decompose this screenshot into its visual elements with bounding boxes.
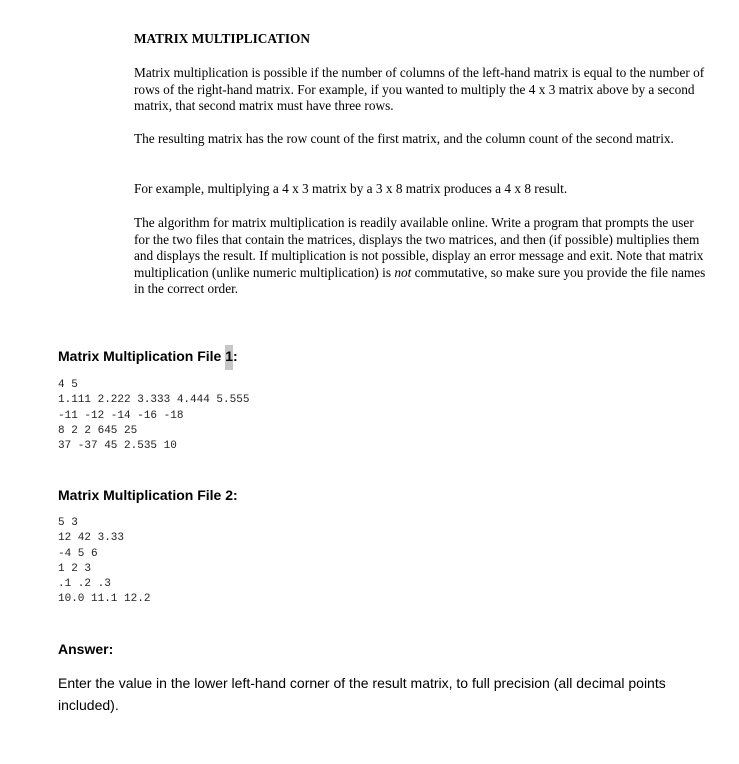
- matrix-line: 37 -37 45 2.535 10: [58, 440, 177, 453]
- matrix-line: 1 2 3: [58, 562, 92, 575]
- text: :: [233, 348, 238, 364]
- text: Matrix Multiplication File: [58, 348, 226, 364]
- answer-heading: Answer:: [58, 641, 114, 657]
- selection-highlight: 1: [225, 345, 233, 370]
- file1-heading: [58, 348, 238, 364]
- emphasis: not: [394, 264, 412, 280]
- paragraph: For example, multiplying a 4 x 3 matrix by a 3 x 8 matrix produces a 4 x 8 result.: [134, 181, 568, 196]
- matrix-line: -4 5 6: [58, 547, 98, 560]
- matrix-line: 8 2 2 645 25: [58, 424, 138, 437]
- matrix-line: 12 42 3.33: [58, 532, 125, 545]
- file1-contents: [58, 378, 249, 454]
- answer-instructions: Enter the value in the lower left-hand corner of the result matrix, to full precision (all decimal points included).: [58, 675, 666, 713]
- document-title: MATRIX MULTIPLICATION: [134, 31, 310, 46]
- matrix-line: 10.0 11.1 12.2: [58, 593, 151, 606]
- file2-heading: Matrix Multiplication File 2:: [58, 487, 238, 503]
- matrix-line: .1 .2 .3: [58, 578, 111, 591]
- paragraph: The resulting matrix has the row count of the first matrix, and the column count of the second matrix.: [134, 131, 674, 146]
- text: commutative, so make sure you provide the file names in the correct order.: [134, 264, 706, 296]
- paragraph: Matrix multiplication is possible if the number of columns of the left-hand matrix is equal to the number of rows of the right-hand matrix. For example, if you wanted to multiply the 4 x 3 matrix above by a second matrix, that second matrix must have three rows.: [134, 65, 705, 113]
- file2-contents: [58, 516, 150, 608]
- matrix-line: 4 5: [58, 379, 78, 391]
- matrix-line: -11 -12 -14 -16 -18: [58, 409, 184, 422]
- matrix-line: 5 3: [58, 517, 78, 529]
- text: The algorithm for matrix multiplication is readily available online. Write a program that prompts the user for the two files that contain the matrices, displays the two matrices, and then (if possible) multiplies them and displays the result. If multiplication is not possible, display an error message and exit. Note that matrix multiplication (unlike numeric multiplication) is: [134, 215, 704, 280]
- matrix-line: 1.111 2.222 3.333 4.444 5.555: [58, 394, 250, 407]
- paragraph: [134, 215, 706, 298]
